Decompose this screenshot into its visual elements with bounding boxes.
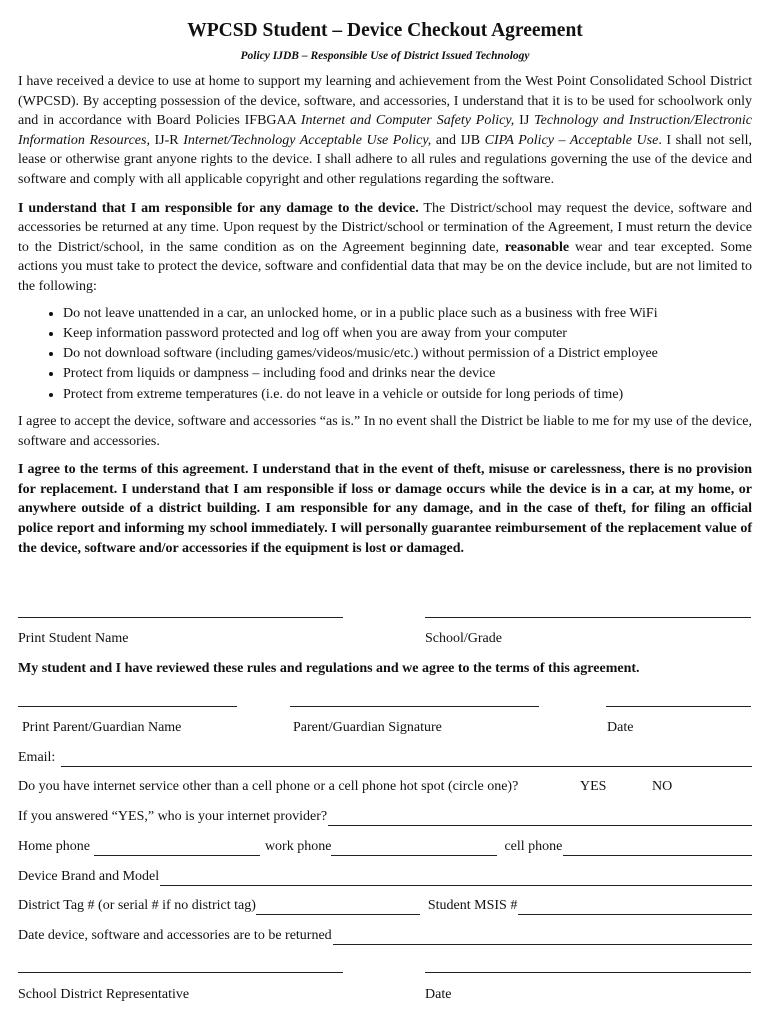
parent-date-line[interactable] <box>606 706 751 707</box>
terms-paragraph: I agree to the terms of this agreement. I understand that in the event of theft, misuse or carelessness, there is no provision for replacement. I understand that I am responsible if loss or damage occurs while the device is in a car, at my home, or anywhere outside of a district building. I am responsible for any damage, and in the case of theft, for filing an official police report and informing my school immediately. I will personally guarantee reimbursement of the replacement value of the device, software and/or accessories if the equipment is lost or damaged. <box>18 462 752 556</box>
device-brand-field[interactable] <box>160 871 752 886</box>
review-statement: My student and I have reviewed these rules and regulations and we agree to the terms of this agreement. <box>18 661 640 676</box>
responsibility-paragraph: I understand that I am responsible for any damage to the device. The District/school may request the device, software and accessories be returned at any time. Upon request by the District/school or termination of the Agreement, I must return the device to the District/school, in the same condition as on the Agreement beginning date, reasonable wear and tear excepted. Some actions you must take to protect the device, software and confidential data that may be on the device include, but are not limited to the following: <box>18 200 752 294</box>
parent-date-label: Date <box>607 720 634 735</box>
school-grade-label: School/Grade <box>425 631 502 646</box>
internet-question: Do you have internet service other than a cell phone or a cell phone hot spot (circle one)? <box>18 779 519 794</box>
provider-field[interactable] <box>328 811 752 826</box>
provider-row <box>18 808 752 826</box>
phone-row <box>18 838 752 856</box>
student-name-line[interactable] <box>18 617 343 618</box>
return-date-row <box>18 927 752 945</box>
document-title: WPCSD Student – Device Checkout Agreement <box>187 20 583 41</box>
parent-name-line[interactable] <box>18 706 237 707</box>
district-tag-field[interactable] <box>256 900 420 915</box>
home-phone-label: Home phone <box>18 839 90 854</box>
email-field[interactable] <box>61 752 752 767</box>
rep-date-label: Date <box>425 987 452 1002</box>
student-msis-field[interactable] <box>518 900 752 915</box>
rep-signature-line[interactable] <box>18 972 343 973</box>
list-item: • Protect from liquids or dampness – including food and drinks near the device <box>63 364 752 384</box>
no-option[interactable]: NO <box>652 779 673 794</box>
cell-phone-label: cell phone <box>504 839 563 854</box>
district-tag-label: District Tag # (or serial # if no district tag) <box>18 898 256 913</box>
policy-subtitle: Policy IJDB – Responsible Use of District Issued Technology <box>240 50 530 62</box>
yes-option[interactable]: YES <box>580 779 607 794</box>
parent-signature-label: Parent/Guardian Signature <box>293 720 442 735</box>
device-brand-label: Device Brand and Model <box>18 869 160 884</box>
provider-label: If you answered “YES,” who is your internet provider? <box>18 809 328 824</box>
parent-signature-line[interactable] <box>290 706 539 707</box>
return-date-field[interactable] <box>333 930 752 945</box>
agreement-document <box>18 18 752 558</box>
list-item: • Do not download software (including games/videos/music/etc.) without permission of a District employee <box>63 344 752 364</box>
rep-date-line[interactable] <box>425 972 751 973</box>
list-item: • Keep information password protected and log off when you are away from your computer <box>63 324 752 344</box>
home-phone-field[interactable] <box>94 841 260 856</box>
work-phone-field[interactable] <box>331 841 497 856</box>
email-label: Email: <box>18 750 56 765</box>
rep-label: School District Representative <box>18 987 190 1002</box>
parent-name-label: Print Parent/Guardian Name <box>22 720 182 735</box>
as-is-paragraph: I agree to accept the device, software and accessories “as is.” In no event shall the District be liable to me for my use of the device, software and accessories. <box>18 414 752 449</box>
student-msis-label: Student MSIS # <box>427 898 518 913</box>
student-name-label: Print Student Name <box>18 631 129 646</box>
protection-rules-list <box>18 304 752 405</box>
email-field-row <box>18 749 752 767</box>
cell-phone-field[interactable] <box>563 841 752 856</box>
return-date-label: Date device, software and accessories are to be returned <box>18 928 332 943</box>
work-phone-label: work phone <box>264 839 332 854</box>
list-item: • Protect from extreme temperatures (i.e. do not leave in a vehicle or outside for long periods of time) <box>63 385 752 405</box>
district-tag-row <box>18 897 752 915</box>
school-grade-line[interactable] <box>425 617 751 618</box>
device-use-paragraph: I have received a device to use at home to support my learning and achievement from the West Point Consolidated School District (WPCSD). By accepting possession of the device, software, and accessories, I understand that it is to be used for schoolwork only and in accordance with Board Policies IFBGAA Internet and Computer Safety Policy, IJ Technology and Instruction/Electronic Information Resources, IJ-R Internet/Technology Acceptable Use Policy, and IJB CIPA Policy – Acceptable Use. I shall not sell, lease or otherwise grant anyone rights to the device. I shall adhere to all rules and regulations governing the use of the device and software and comply with all applicable copyright and other regulations regarding the software. <box>18 74 752 187</box>
list-item: • Do not leave unattended in a car, an unlocked home, or in a public place such as a business with free WiFi <box>63 304 752 324</box>
device-brand-row <box>18 868 752 886</box>
